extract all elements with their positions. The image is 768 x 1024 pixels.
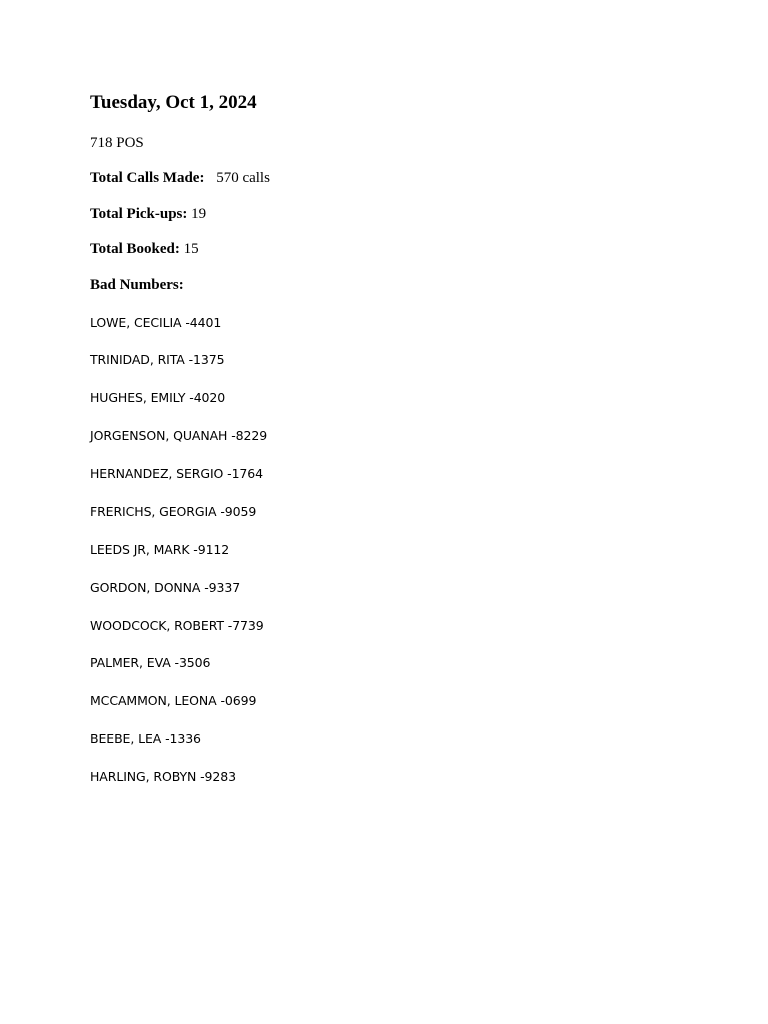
list-item: HERNANDEZ, SERGIO -1764 <box>90 466 263 481</box>
list-item: MCCAMMON, LEONA -0699 <box>90 693 257 708</box>
list-item: TRINIDAD, RITA -1375 <box>90 352 225 367</box>
stat-label: Total Calls Made: <box>90 170 205 186</box>
list-item: HARLING, ROBYN -9283 <box>90 769 236 784</box>
bad-numbers-heading: Bad Numbers: <box>90 277 184 293</box>
list-item: HUGHES, EMILY -4020 <box>90 390 226 405</box>
stat-value: 19 <box>191 206 207 222</box>
list-item: PALMER, EVA -3506 <box>90 655 211 670</box>
stat-total-calls <box>90 170 270 187</box>
list-item: WOODCOCK, ROBERT -7739 <box>90 618 264 633</box>
stat-label: Total Pick-ups: <box>90 206 188 222</box>
stat-value: 570 calls <box>216 170 270 186</box>
list-item: BEEBE, LEA -1336 <box>90 731 201 746</box>
list-item: GORDON, DONNA -9337 <box>90 580 241 595</box>
list-item: LOWE, CECILIA -4401 <box>90 315 222 330</box>
list-item: LEEDS JR, MARK -9112 <box>90 542 230 557</box>
stat-label: Total Booked: <box>90 241 180 257</box>
stat-total-pickups <box>90 206 206 223</box>
page-title: Tuesday, Oct 1, 2024 <box>90 92 257 113</box>
list-item: FRERICHS, GEORGIA -9059 <box>90 504 257 519</box>
position-text: 718 POS <box>90 135 144 151</box>
stat-value: 15 <box>183 241 199 257</box>
list-item: JORGENSON, QUANAH -8229 <box>90 428 268 443</box>
stat-total-booked <box>90 241 199 258</box>
